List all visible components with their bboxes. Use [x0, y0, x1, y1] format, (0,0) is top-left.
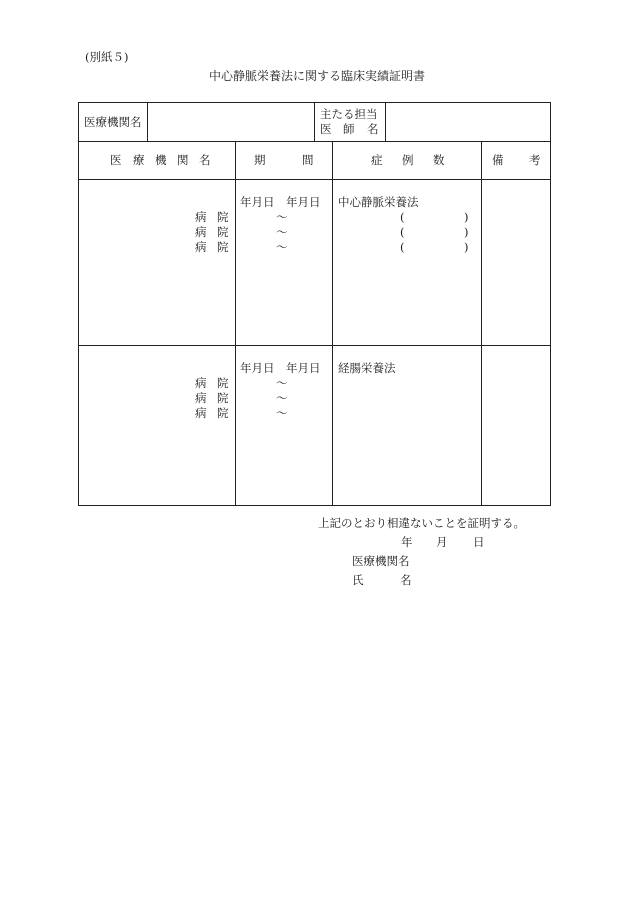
table-col-divider — [481, 141, 482, 505]
hospital-char: 院 — [217, 210, 229, 224]
header-char: 関 — [177, 153, 189, 167]
month-label: 月 — [436, 535, 448, 549]
header-char: 備 — [492, 153, 504, 167]
tilde: ～ — [276, 391, 288, 405]
institution-name-label: 医療機関名 — [84, 115, 142, 129]
year-label: 年 — [401, 535, 413, 549]
hospital-char: 院 — [217, 391, 229, 405]
attachment-label: (別紙５) — [85, 50, 129, 64]
hospital-char: 院 — [217, 240, 229, 254]
hospital-char: 院 — [217, 225, 229, 239]
period-to: 年月日 — [286, 195, 321, 209]
document-title: 中心静脈栄養法に関する臨床実績証明書 — [209, 69, 426, 83]
hospital-char: 病 — [195, 376, 207, 390]
tilde: ～ — [276, 240, 288, 254]
tilde: ～ — [276, 376, 288, 390]
hospital-char: 院 — [217, 376, 229, 390]
footer-institution-label: 医療機関名 — [352, 554, 410, 568]
hospital-char: 病 — [195, 391, 207, 405]
hospital-char: 病 — [195, 240, 207, 254]
paren-close: ) — [464, 225, 469, 239]
period-from: 年月日 — [240, 195, 275, 209]
day-label: 日 — [473, 535, 485, 549]
table-border-left — [78, 102, 79, 505]
table-col-divider — [235, 141, 236, 505]
table-border-bottom — [78, 505, 551, 506]
tilde: ～ — [276, 406, 288, 420]
paren-open: ( — [400, 225, 405, 239]
doctor-label-char: 師 — [343, 122, 355, 136]
header-char: 期 — [254, 153, 266, 167]
hospital-char: 病 — [195, 225, 207, 239]
table-border-right — [550, 102, 551, 505]
table-col-divider — [385, 102, 386, 141]
hospital-char: 病 — [195, 406, 207, 420]
paren-open: ( — [400, 240, 405, 254]
header-char: 医 — [110, 153, 122, 167]
certification-text: 上記のとおり相違ないことを証明する。 — [318, 516, 525, 530]
period-to: 年月日 — [286, 361, 321, 375]
name-char: 氏 — [352, 573, 364, 587]
header-char: 例 — [402, 153, 414, 167]
header-char: 機 — [155, 153, 167, 167]
doctor-label-line1: 主たる担当 — [320, 107, 378, 121]
method-label: 中心静脈栄養法 — [338, 195, 419, 209]
header-char: 療 — [133, 153, 145, 167]
paren-open: ( — [400, 210, 405, 224]
period-from: 年月日 — [240, 361, 275, 375]
doctor-label-char: 医 — [320, 122, 332, 136]
hospital-char: 院 — [217, 406, 229, 420]
header-char: 名 — [199, 153, 211, 167]
header-char: 症 — [371, 153, 383, 167]
paren-close: ) — [464, 210, 469, 224]
header-char: 間 — [302, 153, 314, 167]
header-char: 数 — [433, 153, 445, 167]
table-col-divider — [147, 102, 148, 141]
table-col-divider — [314, 102, 315, 141]
tilde: ～ — [276, 225, 288, 239]
tilde: ～ — [276, 210, 288, 224]
method-label: 経腸栄養法 — [338, 361, 396, 375]
table-col-divider — [332, 141, 333, 505]
name-char: 名 — [400, 573, 412, 587]
hospital-char: 病 — [195, 210, 207, 224]
paren-close: ) — [464, 240, 469, 254]
header-char: 考 — [529, 153, 541, 167]
doctor-label-char: 名 — [367, 122, 379, 136]
